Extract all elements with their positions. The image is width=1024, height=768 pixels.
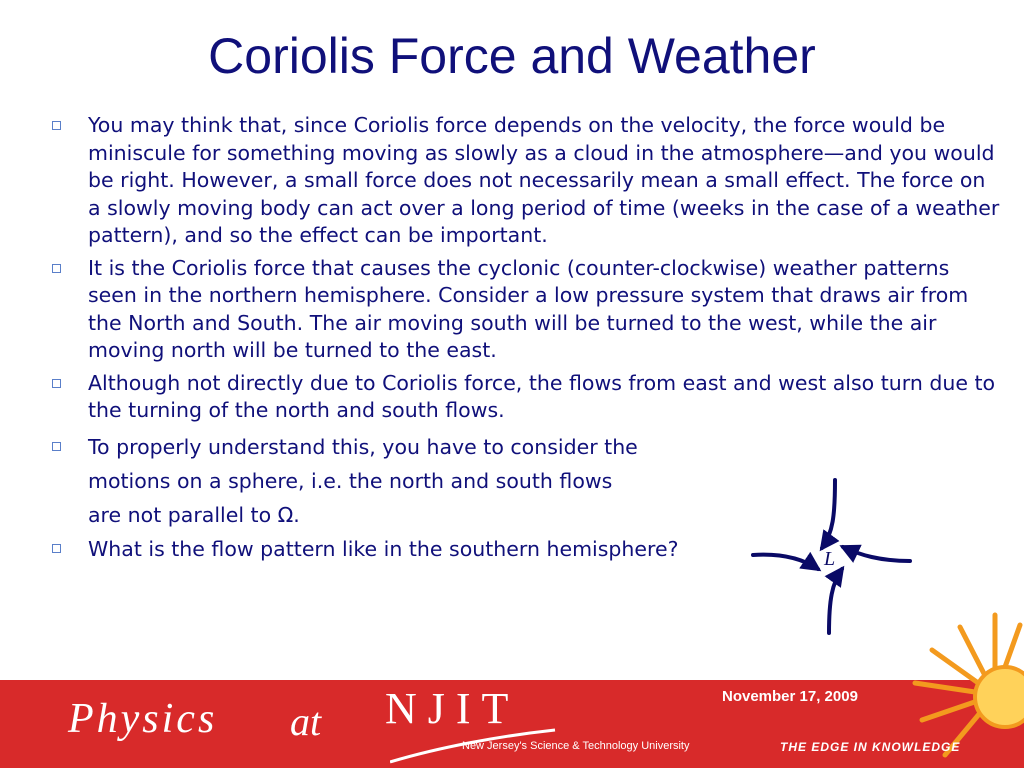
bullet-text: You may think that, since Coriolis force depends on the velocity, the force would be miniscule for something moving as slowly as a cloud in the atmosphere—and you would be right. However, a small force does not necessarily mean a small effect. The force on a slowly moving body can act over a long period of time (weeks in the case of a weather pattern), and so the effect can be important. <box>88 113 1000 247</box>
square-bullet-icon <box>52 121 61 130</box>
bullet-item <box>50 112 1000 250</box>
bullet-text-line: To properly understand this, you have to consider the <box>88 434 638 459</box>
slide-title: Coriolis Force and Weather <box>208 28 816 84</box>
square-bullet-icon <box>52 379 61 388</box>
square-bullet-icon <box>52 442 61 451</box>
physics-wordmark: Physics <box>68 696 218 742</box>
bullet-text: Although not directly due to Coriolis force, the flows from east and west also turn due to the turning of the north and south flows. <box>88 370 996 422</box>
cyclone-flow-diagram <box>745 475 920 640</box>
bullet-text-line: are not parallel to Ω. <box>88 502 300 527</box>
east-flow-arrow <box>843 547 910 561</box>
bullet-text-line: motions on a sphere, i.e. the north and south flows <box>88 468 613 493</box>
bullet-item <box>50 370 1000 425</box>
west-flow-arrow <box>753 555 818 569</box>
south-flow-arrow <box>829 569 842 633</box>
njit-subtitle: New Jersey's Science & Technology University <box>462 740 690 752</box>
bullet-text: What is the flow pattern like in the southern hemisphere? <box>88 536 679 561</box>
at-wordmark: at <box>290 699 322 744</box>
square-bullet-icon <box>52 264 61 273</box>
square-bullet-icon <box>52 544 61 553</box>
low-pressure-label: L <box>824 548 836 570</box>
bullet-item <box>50 255 1000 365</box>
slide-date: November 17, 2009 <box>722 688 858 705</box>
north-flow-arrow <box>822 480 835 548</box>
tagline: THE EDGE IN KNOWLEDGE <box>780 740 961 754</box>
njit-logo: NJIT <box>385 684 520 733</box>
bullet-text: It is the Coriolis force that causes the cyclonic (counter-clockwise) weather patterns seen in the northern hemisphere. Consider a low pressure system that draws air from the North and South. The air moving south will be turned to the west, while the air moving north will be turned to the east. <box>88 255 969 362</box>
